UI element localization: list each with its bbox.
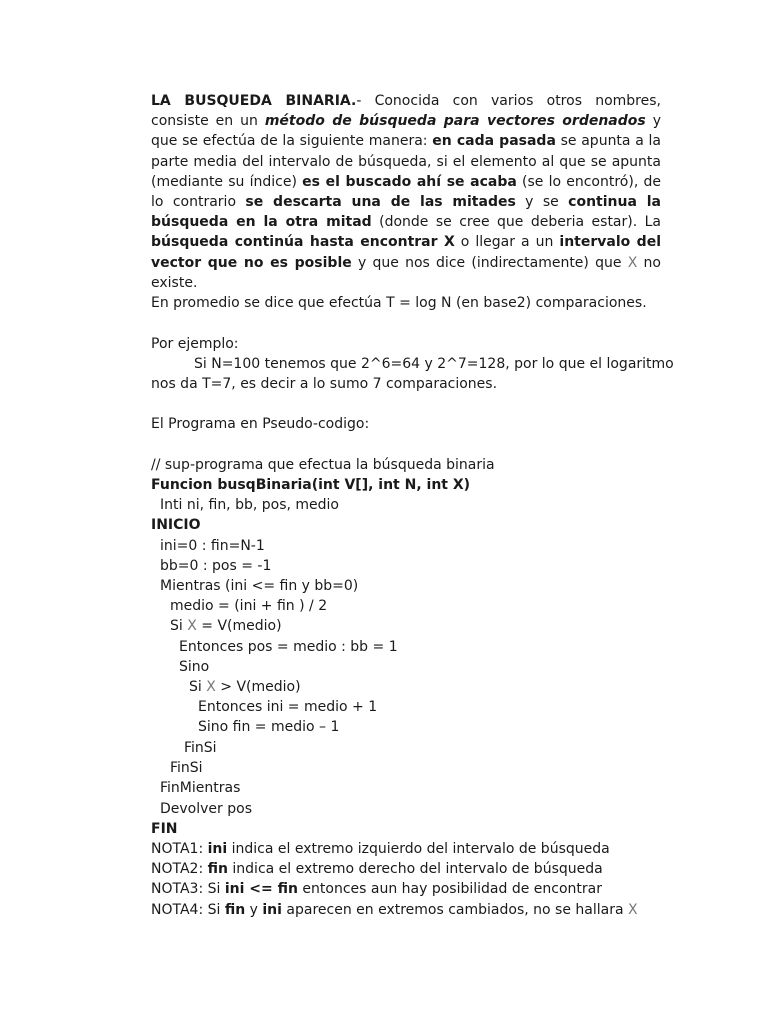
return-line: Devolver pos <box>160 801 252 817</box>
note-label: NOTA3: Si <box>151 881 225 897</box>
intro-segment: se descarta una de las mitades <box>245 194 516 211</box>
while-line: Mientras (ini <= fin y bb=0) <box>160 578 359 594</box>
variable-x: X <box>206 679 216 695</box>
function-declaration: Funcion busqBinaria(int V[], int N, int X) <box>151 477 471 493</box>
note-label: NOTA1: <box>151 841 208 857</box>
if-condition: = V(medio) <box>196 618 282 634</box>
endif-line-2: FinSi <box>184 740 217 756</box>
note-label: NOTA2: <box>151 861 208 877</box>
note-text: indica el extremo izquierdo del intervalo de búsqueda <box>227 841 610 857</box>
then-line-2: Entonces ini = medio + 1 <box>198 699 378 715</box>
else-line-1: Sino <box>179 659 210 675</box>
code-comment: // sup-programa que efectua la búsqueda binaria <box>151 457 495 473</box>
then-line-1: Entonces pos = medio : bb = 1 <box>179 639 398 655</box>
intro-segment: y se <box>515 194 569 211</box>
note-2 <box>151 859 603 879</box>
variable-x: X <box>187 618 197 634</box>
note-keyword: fin <box>224 902 246 918</box>
variable-x: X <box>628 902 638 918</box>
note-1 <box>151 839 610 859</box>
intro-segment: en cada pasada <box>432 133 556 150</box>
note-text: entonces aun hay posibilidad de encontrar <box>297 881 602 897</box>
note-keyword: ini <box>262 902 282 918</box>
example-heading: Por ejemplo: <box>151 336 239 352</box>
inicio-keyword: INICIO <box>151 517 201 533</box>
else-line-2: Sino fin = medio – 1 <box>198 719 340 735</box>
example-line-1: Si N=100 tenemos que 2^6=64 y 2^7=128, por lo que el logaritmo <box>194 356 674 372</box>
medio-line: medio = (ini + fin ) / 2 <box>170 598 328 614</box>
note-label: NOTA4: Si <box>151 902 225 918</box>
intro-segment: no existe. <box>151 254 661 291</box>
if-line-1 <box>170 616 282 636</box>
note-keyword: ini <= fin <box>224 881 298 897</box>
intro-segment: método de búsqueda para vectores ordenados <box>264 113 646 130</box>
endif-line-1: FinSi <box>170 760 203 776</box>
example-line-2: nos da T=7, es decir a lo sumo 7 comparaciones. <box>151 376 498 392</box>
intro-paragraph <box>151 91 661 293</box>
intro-segment: o llegar a un <box>454 234 560 251</box>
intro-segment: se apunta a la parte media del intervalo de búsqueda, si el elemento al que se apunta (mediante su índice) <box>151 133 661 190</box>
intro-segment: X <box>627 254 638 271</box>
intro-segment: LA BUSQUEDA BINARIA. <box>151 93 357 109</box>
intro-segment: y que nos dice (indirectamente) que <box>351 254 628 271</box>
intro-segment: intervalo del vector que no es posible <box>151 234 661 271</box>
intro-segment: es el buscado ahí se acaba <box>302 173 517 190</box>
note-3 <box>151 879 602 899</box>
average-comparisons-line: En promedio se dice que efectúa T = log N (en base2) comparaciones. <box>151 295 647 311</box>
intro-segment: búsqueda continúa hasta encontrar X <box>151 234 455 251</box>
note-4 <box>151 900 638 920</box>
if-keyword: Si <box>189 679 207 695</box>
if-condition: > V(medio) <box>215 679 301 695</box>
note-keyword: ini <box>207 841 228 857</box>
init-line-2: bb=0 : pos = -1 <box>160 558 272 574</box>
note-text: y <box>245 902 263 918</box>
note-text: aparecen en extremos cambiados, no se hallara <box>281 902 628 918</box>
endwhile-line: FinMientras <box>160 780 241 796</box>
intro-segment: continua la búsqueda en la otra mitad <box>151 194 661 231</box>
fin-keyword: FIN <box>151 821 178 837</box>
variable-declaration: Inti ni, fin, bb, pos, medio <box>160 497 339 513</box>
if-line-2 <box>189 677 301 697</box>
note-keyword: fin <box>207 861 228 877</box>
if-keyword: Si <box>170 618 188 634</box>
intro-segment: (donde se cree que deberia estar). La <box>371 214 662 231</box>
intro-segment: y que se efectúa de la siguiente manera: <box>151 113 661 150</box>
init-line-1: ini=0 : fin=N-1 <box>160 538 265 554</box>
program-heading: El Programa en Pseudo-codigo: <box>151 416 370 432</box>
note-text: indica el extremo derecho del intervalo de búsqueda <box>227 861 603 877</box>
intro-segment: - Conocida con varios otros nombres, consiste en un <box>151 93 661 130</box>
intro-segment: (se lo encontró), de lo contrario <box>151 173 661 211</box>
